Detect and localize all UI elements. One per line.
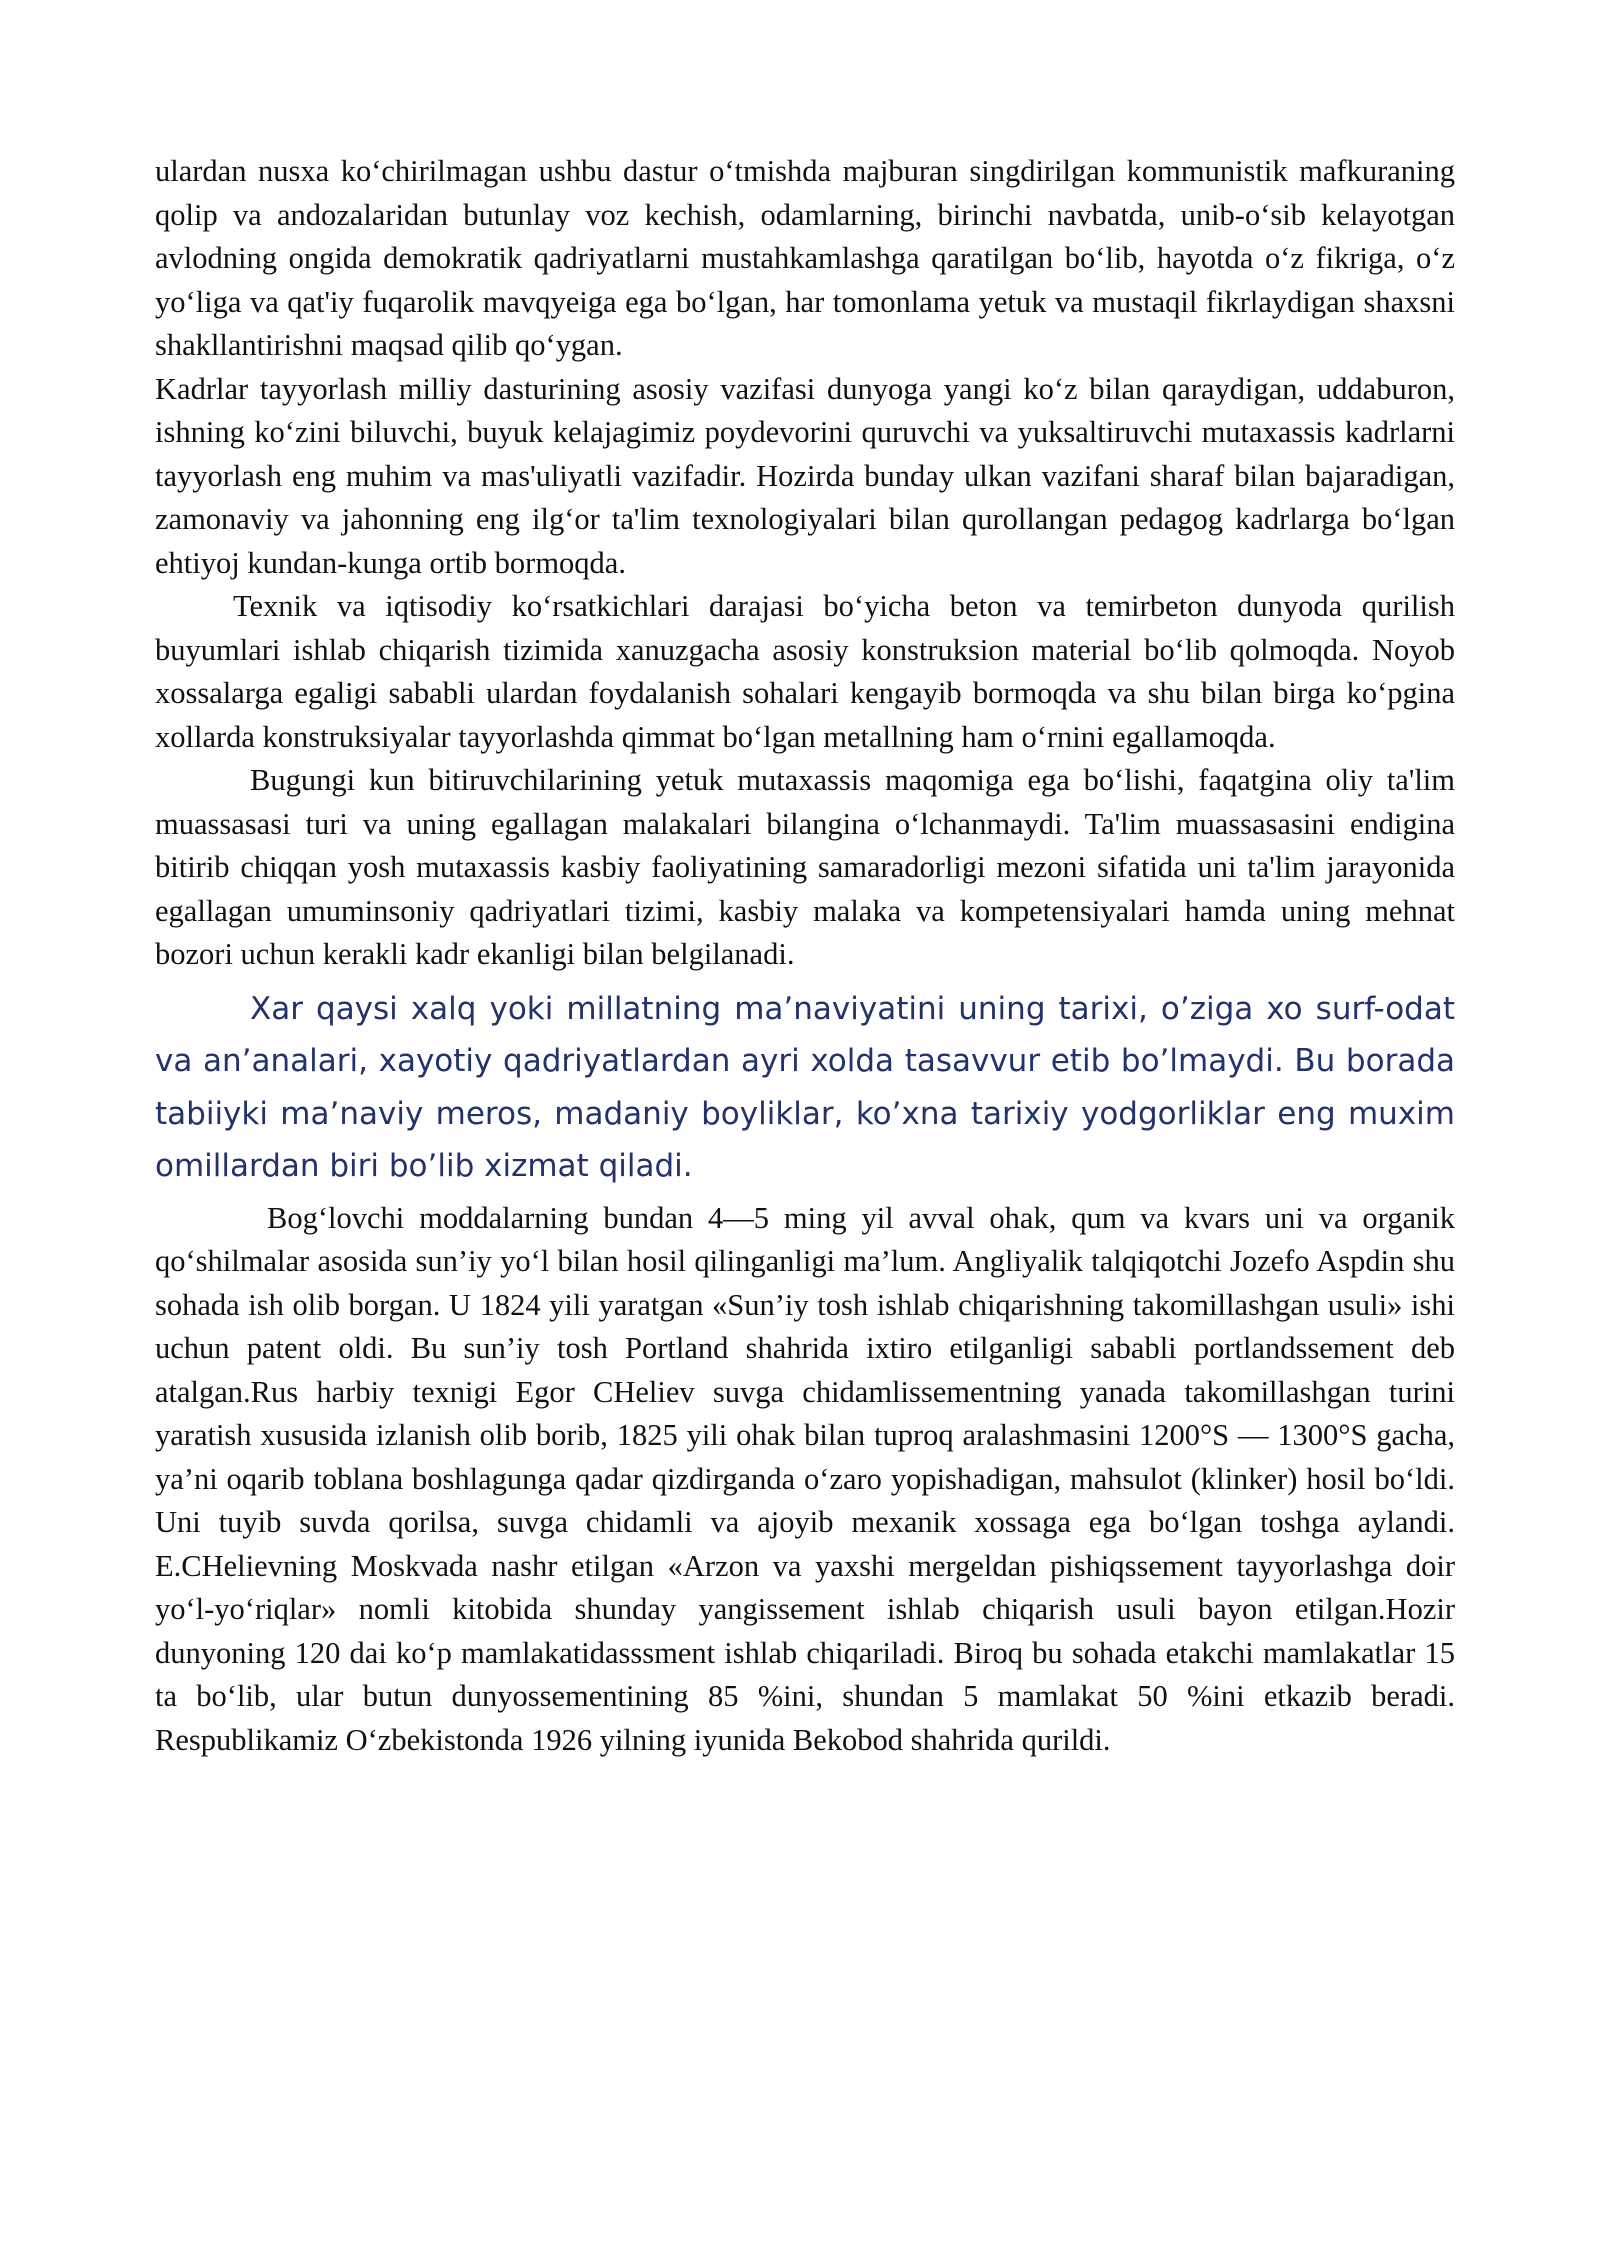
paragraph-program-goal: ulardan nusxa ko‘chirilmagan ushbu dastur o‘tmishda majburan singdirilgan kommunistik mafkuraning qolip va andozalaridan butunlay voz kechish, odamlarning, birinchi navbatda, unib-o‘sib kelayotgan avlodning ongida demokratik qadriyatlarni mustahkamlashga qaratilgan bo‘lib, hayotda o‘z fikriga, o‘z yo‘liga va qat'iy fuqarolik mavqyeiga ega bo‘lgan, har tomonlama yetuk va mustaqil fikrlaydigan shaxsni shakllantirishni maqsad qilib qo‘ygan. [155,154,1455,362]
paragraph-spiritual-heritage: Xar qaysi xalq yoki millatning ma’naviyatini uning tarixi, o’ziga xo surf-odat va an’analari, xayotiy qadriyatlardan ayri xolda tasavvur etib bo’lmaydi. Bu borada tabiiyki ma’naviy meros, madaniy boyliklar, ko’xna tarixiy yodgorliklar eng muxim omillardan biri bo’lib xizmat qiladi. [155,990,1455,1184]
paragraph-personnel-training: Kadrlar tayyorlash milliy dasturining asosiy vazifasi dunyoga yangi ko‘z bilan qaraydigan, uddaburon, ishning ko‘zini biluvchi, buyuk kelajagimiz poydevorini quruvchi va yuksaltiruvchi mutaxassis kadrlarni tayyorlash eng muhim va mas'uliyatli vazifadir. Hozirda bunday ulkan vazifani sharaf bilan bajaradigan, zamonaviy va jahonning eng ilg‘or ta'lim texnologiyalari bilan qurollangan pedagog kadrlarga bo‘lgan ehtiyoj kundan-kunga ortib bormoqda. [155,371,1455,580]
paragraph-concrete-material: Texnik va iqtisodiy ko‘rsatkichlari darajasi bo‘yicha beton va temirbeton dunyoda qurilish buyumlari ishlab chiqarish tizimida xanuzgacha asosiy konstruksion material bo‘lib qolmoqda. Noyob xossalarga egaligi sababli ulardan foydalanish sohalari kengayib bormoqda va shu bilan birga ko‘pgina xollarda konstruksiyalar tayyorlashda qimmat bo‘lgan metallning ham o‘rnini egallamoqda. [155,589,1455,754]
document-page [155,150,1455,1762]
paragraph-graduates: Bugungi kun bitiruvchilarining yetuk mutaxassis maqomiga ega bo‘lishi, faqatgina oliy ta'lim muassasasi turi va uning egallagan malakalari bilangina o‘lchanmaydi. Ta'lim muassasasini endigina bitirib chiqqan yosh mutaxassis kasbiy faoliyatining samaradorligi mezoni sifatida uni ta'lim jarayonida egallagan umuminsoniy qadriyatlari tizimi, kasbiy malaka va kompetensiyalari hamda uning mehnat bozori uchun kerakli kadr ekanligi bilan belgilanadi. [155,763,1455,971]
paragraph-binders-history: Bog‘lovchi moddalarning bundan 4—5 ming yil avval ohak, qum va kvars uni va organik qo‘shilmalar asosida sun’iy yo‘l bilan hosil qilinganligi ma’lum. Angliyalik talqiqotchi Jozefo Aspdin shu sohada ish olib borgan. U 1824 yili yaratgan «Sun’iy tosh ishlab chiqarishning takomillashgan usuli» ishi uchun patent oldi. Bu sun’iy tosh Portland shahrida ixtiro etilganligi sababli portlandssement deb atalgan.Rus harbiy texnigi Egor CHeliev suvga chidamlissementning yanada takomillashgan turini yaratish xususida izlanish olib borib, 1825 yili ohak bilan tuproq aralashmasini 1200°S — 1300°S gacha, ya’ni oqarib toblana boshlagunga qadar qizdirganda o‘zaro yopishadigan, mahsulot (klinker) hosil bo‘ldi. Uni tuyib suvda qorilsa, suvga chidamli va ajoyib mexanik xossaga ega bo‘lgan toshga aylandi. E.CHelievning Moskvada nashr etilgan «Arzon va yaxshi mergeldan pishiqssement tayyorlashga doir yo‘l-yo‘riqlar» nomli kitobida shunday yangissement ishlab chiqarish usuli bayon etilgan.Hozir dunyoning 120 dai ko‘p mamlakatidasssment ishlab chiqariladi. Biroq bu sohada etakchi mamlakatlar 15 ta bo‘lib, ular butun dunyossementining 85 %ini, shundan 5 mamlakat 50 %ini etkazib beradi. Respublikamiz O‘zbekistonda 1926 yilning iyunida Bekobod shahrida qurildi. [155,1200,1455,1757]
